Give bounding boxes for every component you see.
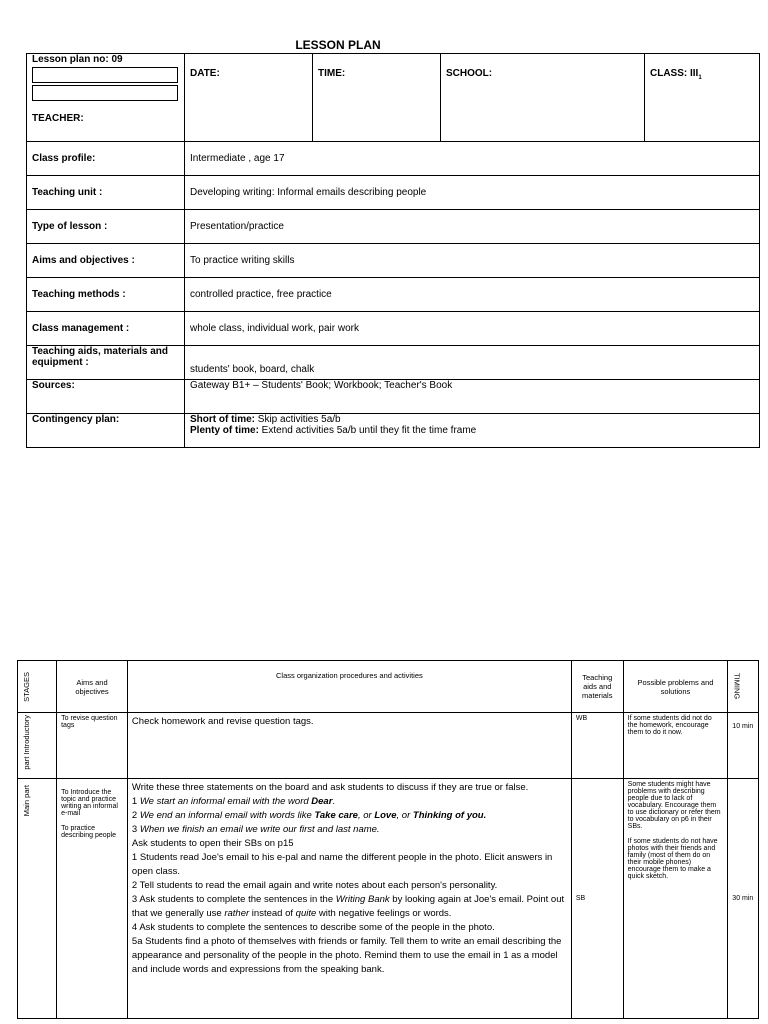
step-3: 3 Ask students to complete the sentences in the Writing Bank by looking again at Joe's email. Point out that we generally use rather instead of quite with negative feelings or words. <box>131 894 565 919</box>
open-sb: Ask students to open their SBs on p15 <box>131 838 294 849</box>
school-cell: SCHOOL: <box>441 54 645 142</box>
short-of-time-line <box>190 414 759 425</box>
main-problems: Some students might have problems with describing people due to lack of vocabulary. Encourage them to use dictionary or refer them to vocabulary on p6 in their SBs. If some students do not have photos with their friends and family (most of them do on their mobile phones) encourage them to make a quick sketch. <box>623 779 728 1019</box>
row-value: To practice writing skills <box>185 244 760 278</box>
row-label: Aims and objectives : <box>27 244 185 278</box>
intro-aims: To revise question tags <box>57 713 128 779</box>
row-value: Gateway B1+ – Students' Book; Workbook; Teacher's Book <box>185 380 760 414</box>
row-value: Presentation/practice <box>185 210 760 244</box>
main-aims: To Introduce the topic and practice writing an informal e-mail To practice describing people <box>57 779 128 1019</box>
row-label: Sources: <box>27 380 185 414</box>
row-value: Intermediate , age 17 <box>185 142 760 176</box>
header-procedures: Class organization procedures and activities <box>127 661 571 713</box>
row-value: controlled practice, free practice <box>185 278 760 312</box>
row-label: Teaching aids, materials and equipment : <box>27 346 185 380</box>
teacher-label: TEACHER: <box>32 113 84 124</box>
row-value: whole class, individual work, pair work <box>185 312 760 346</box>
page-title: LESSON PLAN <box>295 38 381 52</box>
row-label: Type of lesson : <box>27 210 185 244</box>
lesson-teacher-cell <box>27 54 185 142</box>
main-timing: 30 min <box>728 779 759 1019</box>
date-cell: DATE: <box>185 54 313 142</box>
plenty-of-time-value: Extend activities 5a/b until they fit the time frame <box>258 425 477 436</box>
plenty-of-time-line <box>190 425 759 436</box>
step-1: 1 Students read Joe's email to his e-pal and name the different people in the photo. Elicit answers in open class. <box>131 852 553 877</box>
statement-3: 3 When we finish an email we write our first and last name. <box>131 824 380 835</box>
step-4: 4 Ask students to complete the sentences to describe some of the people in the photo. <box>131 922 495 933</box>
stage-intro: part Introductory <box>18 713 57 779</box>
row-label: Teaching unit : <box>27 176 185 210</box>
intro-problems: If some students did not do the homework, encourage them to do it now. <box>623 713 728 779</box>
statement-1: 1 We start an informal email with the word Dear. <box>131 796 336 807</box>
short-of-time-label: Short of time: <box>190 414 255 425</box>
step-5: 5a Students find a photo of themselves with friends or family. Tell them to write an email describing the appearance and personality of the people in the photo. Remind them to use the email in 1 as a model and include words and expressions from the speaking bank. <box>131 936 562 975</box>
statement-2: 2 We end an informal email with words like Take care, or Love, or Thinking of you. <box>131 810 487 821</box>
step-2: 2 Tell students to read the email again and write notes about each person's personality. <box>131 880 498 891</box>
lesson-plan-no: Lesson plan no: 09 <box>32 54 123 65</box>
class-label: CLASS: III <box>650 68 699 79</box>
lesson-box-2 <box>32 85 178 101</box>
contingency-label: Contingency plan: <box>27 414 185 448</box>
row-label: Class management : <box>27 312 185 346</box>
short-of-time-value: Skip activities 5a/b <box>255 414 341 425</box>
plenty-of-time-label: Plenty of time: <box>190 425 259 436</box>
main-aids: SB <box>571 779 623 1019</box>
lesson-info-table <box>26 53 760 448</box>
intro-timing: 10 min <box>728 713 759 779</box>
intro-aids: WB <box>571 713 623 779</box>
row-label: Teaching methods : <box>27 278 185 312</box>
header-stages: STAGES <box>18 661 57 713</box>
header-aims: Aims and objectives <box>57 661 128 713</box>
row-value: students' book, board, chalk <box>185 346 760 380</box>
header-problems: Possible problems and solutions <box>623 661 728 713</box>
main-procedure: Write these three statements on the board and ask students to discuss if they are true or false. 1 We start an informal email with the word Dear. 2 We end an informal email with words like Take care, or Love, or Thinking of you. 3 When we finish an email we write our first and last name. Ask students to open their SBs on p15 1 Students read Joe's email to his e-pal and name the different people in the photo. Elicit answers in open class. 2 Tell students to read the email again and write notes about each person's personality. 3 Ask students to complete the sentences in the Writing Bank by looking again at Joe's email. Point out that we generally use rather instead of quite with negative feelings or words. 4 Ask students to complete the sentences to describe some of the people in the photo. 5a Students find a photo of themselves with friends or family. Tell them to write an email describing the appearance and personality of the people in the photo. Remind them to use the email in 1 as a model and include words and expressions from the speaking bank. <box>127 779 571 1019</box>
intro-procedure: Check homework and revise question tags. <box>127 713 571 779</box>
stages-table <box>17 660 759 1019</box>
lesson-box-1 <box>32 67 178 83</box>
class-cell <box>645 54 760 142</box>
row-label: Class profile: <box>27 142 185 176</box>
header-aids: Teaching aids and materials <box>571 661 623 713</box>
header-timing: TIMING <box>728 661 759 713</box>
row-value: Developing writing: Informal emails describing people <box>185 176 760 210</box>
contingency-value <box>185 414 760 448</box>
class-subscript: 1 <box>698 75 702 81</box>
stage-main: Main part <box>18 779 57 1019</box>
time-cell: TIME: <box>313 54 441 142</box>
